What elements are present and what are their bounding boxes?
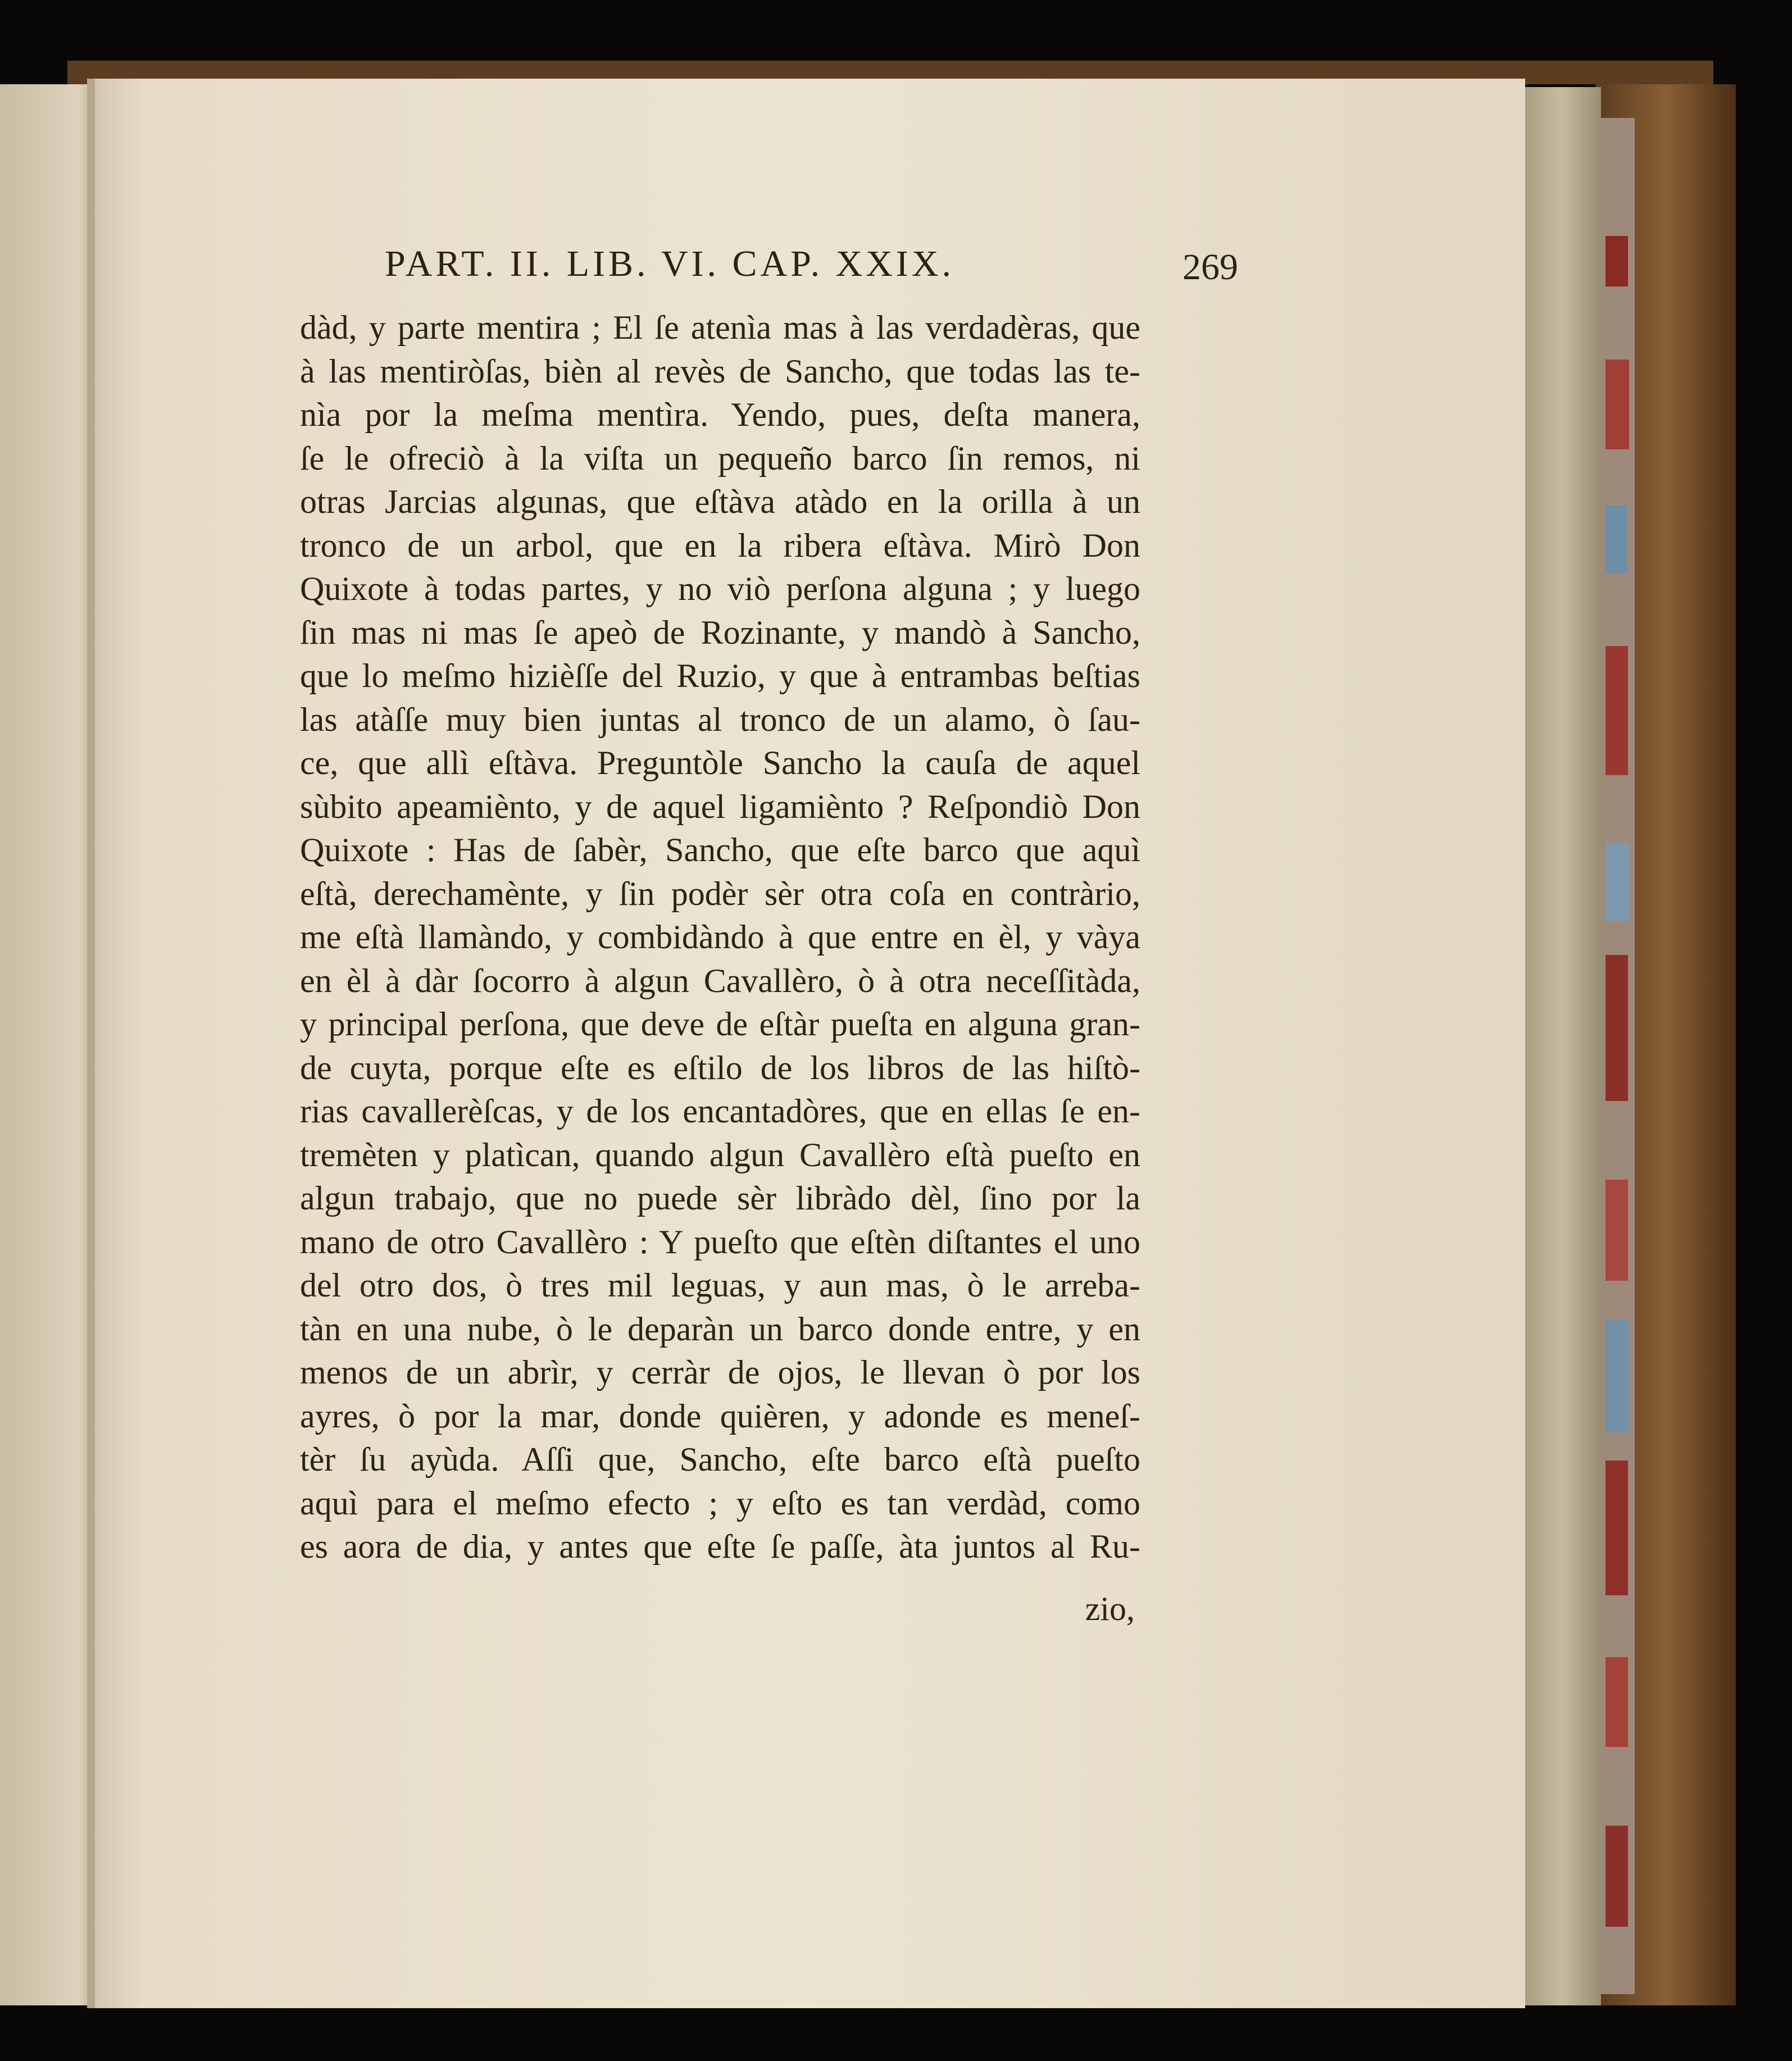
text-line: me eſtà llamàndo, y combidàndo à que entre en èl, y vàya	[300, 918, 1140, 956]
page-number: 269	[1182, 247, 1238, 288]
catchword: zio,	[1085, 1590, 1135, 1627]
text-line: y principal perſona, que deve de eſtàr pueſta en alguna gran-	[300, 1006, 1140, 1043]
left-facing-page	[0, 84, 98, 2005]
text-line: aquì para el meſmo efecto ; y eſto es tan verdàd, como	[300, 1484, 1140, 1522]
text-line: algun trabajo, que no puede sèr libràdo dèl, ſino por la	[300, 1180, 1140, 1217]
text-line: ſe le ofreciò à la viſta un pequeño barco ſin remos, ni	[300, 439, 1140, 477]
text-line: en èl à dàr ſocorro à algun Cavallèro, ò à otra neceſſitàda,	[300, 962, 1140, 999]
text-line: rias cavallerèſcas, y de los encantadòres, que en ellas ſe en-	[300, 1093, 1140, 1130]
text-line: tremèten y platìcan, quando algun Cavallèro eſtà pueſto en	[300, 1136, 1140, 1173]
text-line: las atàſſe muy bien juntas al tronco de un alamo, ò ſau-	[300, 700, 1140, 738]
body-text	[300, 306, 1140, 1569]
text-line: nìa por la meſma mentìra. Yendo, pues, deſta manera,	[300, 396, 1140, 433]
text-line: Quixote : Has de ſabèr, Sancho, que eſte barco que aquì	[300, 831, 1140, 868]
page-block-edge	[1522, 87, 1601, 2005]
text-line: tèr ſu ayùda. Aſſi que, Sancho, eſte barco eſtà pueſto	[300, 1441, 1140, 1478]
text-line: sùbito apeamiènto, y de aquel ligamiènto ? Reſpondiò Don	[300, 788, 1140, 825]
text-line: ayres, ò por la mar, donde quièren, y adonde es meneſ-	[300, 1397, 1140, 1435]
text-line: tronco de un arbol, que en la ribera eſtàva. Mirò Don	[300, 526, 1140, 564]
text-line: Quixote à todas partes, y no viò perſona alguna ; y luego	[300, 570, 1140, 607]
text-line: eſtà, derechamènte, y ſin podèr sèr otra coſa en contràrio,	[300, 875, 1140, 912]
text-line: del otro dos, ò tres mil leguas, y aun mas, ò le arreba-	[300, 1267, 1140, 1304]
text-line: que lo meſmo hizièſſe del Ruzio, y que à entrambas beſtias	[300, 657, 1140, 694]
text-line: otras Jarcias algunas, que eſtàva atàdo en la orilla à un	[300, 483, 1140, 520]
text-line: tàn en una nube, ò le deparàn un barco donde entre, y en	[300, 1310, 1140, 1348]
text-line: menos de un abrìr, y cerràr de ojos, le llevan ò por los	[300, 1354, 1140, 1391]
running-head: PART. II. LIB. VI. CAP. XXIX.	[385, 243, 955, 284]
text-line: es aora de dia, y antes que eſte ſe paſſe, àta juntos al Ru-	[300, 1528, 1140, 1565]
text-line: ce, que allì eſtàva. Preguntòle Sancho la cauſa de aquel	[300, 744, 1140, 781]
text-line: ſin mas ni mas ſe apeò de Rozinante, y mandò à Sancho,	[300, 613, 1140, 651]
text-line: mano de otro Cavallèro : Y pueſto que eſtèn diſtantes el uno	[300, 1223, 1140, 1261]
text-line: à las mentiròſas, bièn al revès de Sancho, que todas las te-	[300, 352, 1140, 390]
text-line: dàd, y parte mentira ; El ſe atenìa mas à las verdadèras, que	[300, 309, 1140, 346]
text-line: de cuyta, porque eſte es eſtilo de los libros de las hiſtò-	[300, 1049, 1140, 1086]
